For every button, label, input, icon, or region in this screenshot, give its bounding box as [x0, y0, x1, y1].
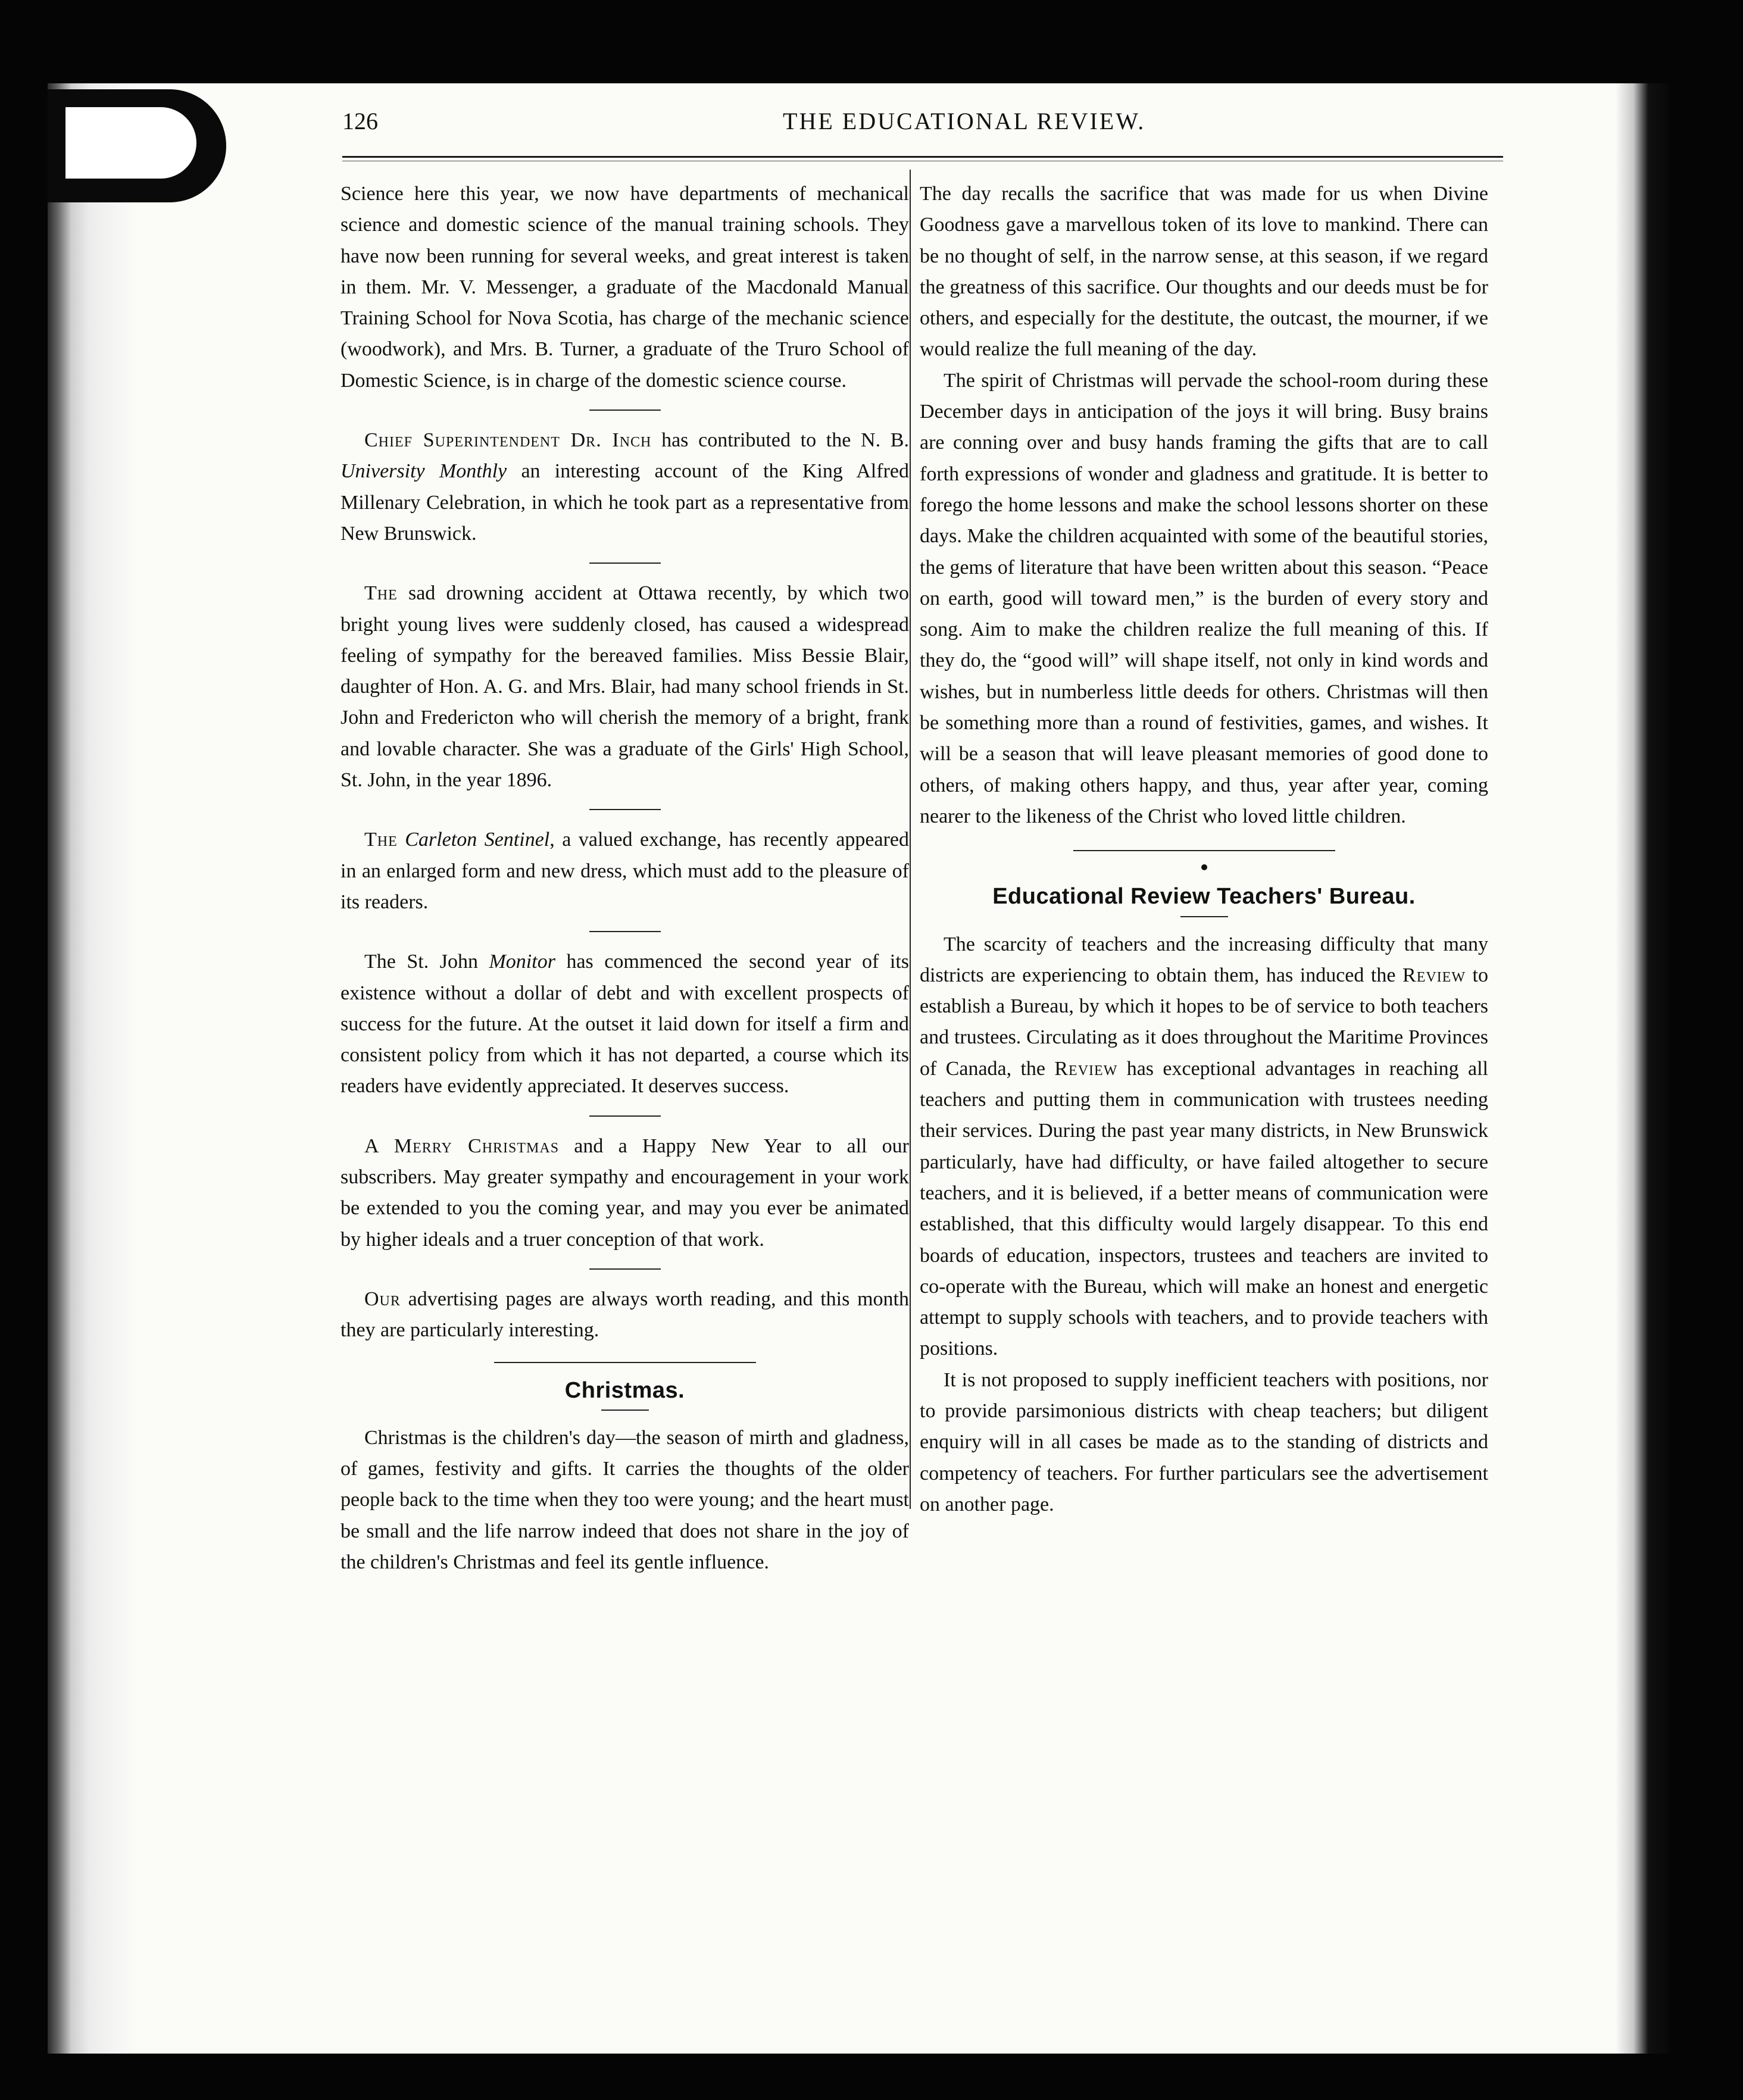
separator: [589, 410, 661, 411]
heading-underline: [1180, 916, 1228, 917]
paragraph-sacrifice: The day recalls the sacrifice that was made for us when Divine Goodness gave a marvellous token of its love to mankind. There can be no thought of self, in the narrow sense, at this season, if we regard the greatness of this sacrifice. Our thoughts and our deeds must be for others, and especially for the destitute, the outcast, the mourner, if we would realize the full meaning of the day.: [920, 183, 1488, 361]
text-run: has commenced the second year of its existence without a dollar of debt and with excellent prospects of success for the future. At the outset it laid down for itself a firm and consistent policy from which it has not departed, a course which its readers have evidently appreciated. It deserves success.: [341, 951, 909, 1098]
paragraph-spirit-of-christmas: The spirit of Christmas will pervade the school-room during these December days in anticipation of the joys it will bring. Busy brains are conning over and busy hands framing the gifts that are to call forth expressions of wonder and gladness and gratitude. It is better to forego the home lessons and make the school lessons shorter on these days. Make the children acquainted with some of the beautiful stories, the gems of literature that have been written about this season. “Peace on earth, good will toward men,” is the burden of every story and song. Aim to make the children realize the full meaning of this. If they do, the “good will” will shape itself, not only in kind words and wishes, but in numberless little deeds for others. Christmas will then be something more than a round of festivities, games, and wishes. It will be a season that will leave pleasant memories of good done to others, of making others happy, and thus, year after year, coming nearer to the likeness of the Christ who loved little children.: [920, 369, 1488, 827]
lead-words: The: [364, 829, 398, 851]
lead-words: Our: [364, 1288, 401, 1310]
running-title: THE EDUCATIONAL REVIEW.: [783, 108, 1146, 135]
lead-words: A Merry Christmas: [364, 1135, 560, 1157]
column-divider: [910, 170, 911, 1509]
lead-words: Chief Superintendent Dr. Inch: [364, 429, 652, 452]
text-run: has exceptional advantages in reaching all teachers and putting them in communication with trustees needing their services. During the past year many districts, in New Brunswick particularly, have had difficulty, or have failed altogether to secure teachers, and it is believed, if a better means of communication were established, that this difficulty would largely disappear. To this end boards of education, inspectors, trustees and teachers are invited to co-operate with the Bureau, which will make an honest and energetic attempt to supply schools with teachers, and to provide teachers with positions.: [920, 1057, 1488, 1360]
italic-title: Monitor: [489, 951, 555, 973]
paragraph-monitor: [341, 946, 909, 1102]
paragraph-advertising: [341, 1284, 909, 1346]
text-run: The St. John: [364, 951, 489, 973]
separator: [589, 562, 661, 564]
paragraph-not-proposed: It is not proposed to supply inefficient teachers with positions, nor to provide parsimonious districts with cheap teachers; but diligent enquiry will in all cases be made as to the standing of districts and competency of teachers. For further particulars see the advertisement on another page.: [920, 1368, 1488, 1515]
bureau-heading: Educational Review Teachers' Bureau.: [992, 884, 1416, 910]
lead-words: The: [364, 582, 398, 605]
section-rule: [494, 1362, 756, 1363]
review-smallcaps: Review: [1054, 1057, 1118, 1080]
text-run: to establish a Bureau, by which it hopes to be of service to both teachers and trustees. Circulating as it does throughout the Maritime Provinces of Canada, the: [920, 964, 1488, 1080]
text-run: an interesting account of the King Alfred Millenary Celebration, in which he took part as a representative from New Brunswick.: [341, 460, 909, 545]
paragraph-manual-training: Science here this year, we now have departments of mechanical science and domestic science of the manual training schools. They have now been running for several weeks, and great interest is taken in them. Mr. V. Messenger, a graduate of the Macdonald Manual Training School for Nova Scotia, has charge of the mechanic science (woodwork), and Mrs. B. Turner, a graduate of the Truro School of Domestic Science, is in charge of the domestic science course.: [341, 183, 909, 392]
text-run: advertising pages are always worth reading, and this month they are particularly interesting.: [341, 1288, 909, 1342]
section-rule: [1073, 850, 1335, 851]
left-column: [341, 179, 909, 1578]
paragraph-merry-christmas: [341, 1131, 909, 1255]
header-rule: [342, 156, 1503, 158]
page-number: 126: [342, 108, 378, 135]
paragraph-ottawa-accident: [341, 578, 909, 796]
paragraph-carleton-sentinel: [341, 824, 909, 918]
ornament-dot: [1201, 864, 1207, 870]
italic-title: University Monthly: [341, 460, 507, 483]
paragraph-christmas: Christmas is the children's day—the season of mirth and gladness, of games, festivity and gifts. It carries the thoughts of the older people back to the time when they too were young; and the heart must be small and the life narrow indeed that does not share in the joy of the children's Christmas and feel its gentle influence.: [341, 1426, 909, 1573]
text-run: The scarcity of teachers and the increasing difficulty that many districts are experiencing to obtain them, has induced the: [920, 933, 1488, 986]
right-scan-edge: [1616, 83, 1669, 2054]
separator: [589, 809, 661, 810]
right-column: [920, 179, 1488, 1520]
binder-clip-highlight: [65, 107, 196, 179]
text-run: , a valued exchange, has recently appeared in an enlarged form and new dress, which must add to the pleasure of its readers.: [341, 829, 910, 913]
page-header: [342, 107, 1503, 149]
review-smallcaps: Review: [1402, 964, 1466, 986]
italic-title: Carleton Sentinel: [405, 829, 550, 851]
binding-edge: [48, 83, 137, 2054]
heading-underline: [601, 1410, 649, 1411]
text-run: has contributed to the N. B.: [651, 429, 909, 452]
text-run: and a Happy New Year to all our subscribers. May greater sympathy and encouragement in your work be extended to you the coming year, and may you ever be animated by higher ideals and a truer conception of that work.: [341, 1135, 909, 1251]
separator: [589, 1268, 661, 1270]
christmas-heading: Christmas.: [564, 1377, 685, 1403]
separator: [589, 1115, 661, 1117]
paragraph-dr-inch: [341, 425, 909, 549]
paragraph-bureau: [920, 929, 1488, 1365]
text-run: sad drowning accident at Ottawa recently, by which two bright young lives were suddenly closed, has caused a widespread feeling of sympathy for the bereaved families. Miss Bessie Blair, daughter of Hon. A. G. and Mrs. Blair, had many school friends in St. John and Fredericton who will cherish the memory of a bright, frank and lovable character. She was a graduate of the Girls' High School, St. John, in the year 1896.: [341, 582, 909, 792]
separator: [589, 931, 661, 932]
